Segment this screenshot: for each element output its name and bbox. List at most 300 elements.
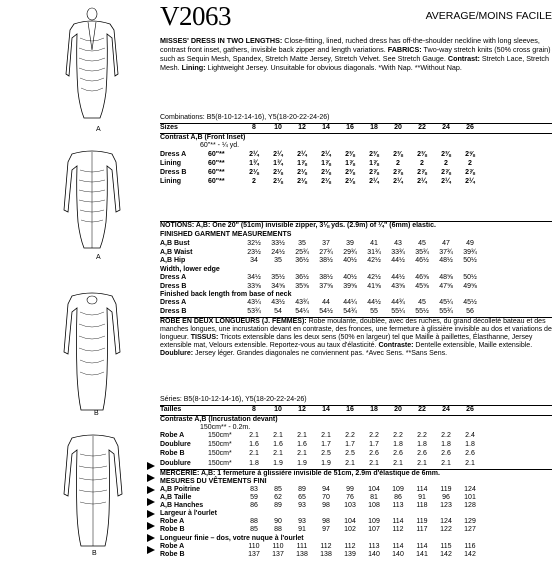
english-yardage-cell: 2 <box>252 178 256 185</box>
english-yardage-cell: 2⅛ <box>321 178 331 185</box>
french-yardage-cell: 2.1 <box>249 432 259 439</box>
english-yardage-cell: 2⅜ <box>345 151 355 158</box>
english-measure-row-label: A,B Waist <box>160 248 193 256</box>
english-yardage-fabric-width: 60"** <box>208 160 225 167</box>
french-width-cell: 119 <box>416 518 428 525</box>
french-yardage-row <box>160 432 552 440</box>
french-yardage-cell: 2.6 <box>417 450 427 458</box>
english-yardage-cell: 2 <box>396 160 400 167</box>
english-yardage-cell: 2 <box>444 160 448 167</box>
english-width-cell: 37⅝ <box>319 282 333 290</box>
english-yardage-cell: 2¼ <box>297 151 307 158</box>
pattern-number: V2063 <box>160 1 231 31</box>
sketch-view-b-front <box>60 282 124 412</box>
english-yardage-cell: 2⅝ <box>465 151 475 158</box>
english-length-cell: 54¼ <box>295 307 309 315</box>
french-width-cell: 93 <box>298 518 306 525</box>
finished-heading-text: FINISHED GARMENT MEASUREMENTS <box>160 231 292 238</box>
french-measure-cell: 123 <box>440 502 452 509</box>
french-width-cell: 88 <box>274 526 282 534</box>
english-yardage-row <box>160 169 552 177</box>
french-measure-row-label: A,B Hanches <box>160 502 204 509</box>
contrast-heading-text: Contrast A,B (Front Inset) <box>160 134 246 141</box>
english-yardage-cell: 2⅞ <box>465 169 475 176</box>
english-length-cell: 54¾ <box>343 307 357 315</box>
french-measure-cell: 83 <box>250 486 258 493</box>
french-length-row-label: Robe A <box>160 543 185 550</box>
french-length-cell: 112 <box>320 543 332 550</box>
french-length-row <box>160 543 552 551</box>
french-length-cell: 116 <box>464 543 476 550</box>
contraste-label: Contraste: <box>378 342 414 350</box>
difficulty-level: AVERAGE/MOINS FACILE <box>425 10 552 22</box>
english-yardage-cell: 2⅜ <box>441 151 451 158</box>
english-yardage-row-label: Lining <box>160 178 181 185</box>
english-measure-cell: 47 <box>442 240 450 247</box>
english-yardage-cell: 2⅞ <box>369 169 379 176</box>
triangle-strip-icon <box>147 462 155 558</box>
english-length-cell: 43¾ <box>295 299 309 306</box>
french-measure-cell: 81 <box>370 494 378 501</box>
french-yardage-cell: 1.8 <box>441 441 451 449</box>
description-body: Close-fitting, lined, ruched dress has off-the-shoulder neckline with long sleeves, contrast front inset, gathers, invisible back zipper and length variations. <box>160 36 540 55</box>
mercerie-line <box>160 470 552 478</box>
french-yardage-cell: 1.7 <box>321 441 331 449</box>
french-yardage-cell: 2.1 <box>297 450 307 458</box>
english-yardage-cell: 2⅛ <box>273 178 283 185</box>
english-measure-cell: 27¾ <box>319 248 333 256</box>
series-line <box>160 396 552 404</box>
combinations-text: Combinations: B5(8-10-12-14-16), Y5(18-20-22-24-26) <box>160 114 330 121</box>
french-yardage-cell: 2.1 <box>345 459 355 467</box>
notions-line <box>160 222 552 230</box>
english-yardage-cell: 1¾ <box>273 160 283 167</box>
back-length-heading-text: Finished back length from base of neck <box>160 291 292 298</box>
doublure-label: Doublure: <box>160 350 194 358</box>
english-measure-cell: 33½ <box>271 240 285 247</box>
tailles-label: Tailles <box>160 406 182 413</box>
french-yardage-cell: 1.8 <box>465 441 475 449</box>
french-measure-cell: 103 <box>344 502 356 509</box>
english-measure-cell: 39¾ <box>463 248 477 256</box>
french-yardage-cell: 2.6 <box>393 450 403 458</box>
english-length-cell: 45½ <box>463 299 477 306</box>
french-measure-cell: 91 <box>418 494 426 501</box>
english-measure-cell: 24½ <box>271 248 285 256</box>
french-length-cell: 140 <box>392 551 404 559</box>
english-length-row-label: Dress A <box>160 299 187 306</box>
french-yardage-row <box>160 450 552 458</box>
french-measure-cell: 76 <box>346 494 354 501</box>
french-width-cell: 97 <box>322 526 330 534</box>
english-length-cell: 43½ <box>271 299 285 306</box>
french-yardage-row-label: Doublure <box>160 441 191 449</box>
tissus-label: TISSUS: <box>190 334 219 342</box>
french-yardage-cell: 2.2 <box>417 432 427 439</box>
lining-text: Lightweight Jersey. Unsuitable for obvious diagonals. *With Nap. **Without Nap. <box>205 63 462 73</box>
french-length-cell: 142 <box>440 551 452 559</box>
english-width-cell: 48⅝ <box>439 274 453 281</box>
english-measure-cell: 36½ <box>295 257 309 265</box>
english-length-cell: 55 <box>370 307 378 315</box>
width-heading-text: Width, lower edge <box>160 266 220 273</box>
english-measure-cell: 39 <box>346 240 354 247</box>
english-measure-row-label: A,B Bust <box>160 240 190 247</box>
french-width-cell: 117 <box>416 526 428 534</box>
french-measure-cell: 59 <box>250 494 258 501</box>
french-yardage-cell: 2.1 <box>441 459 451 467</box>
french-measure-cell: 96 <box>442 494 450 501</box>
mesures-heading <box>160 478 552 486</box>
english-yardage-cell: 2⅜ <box>417 151 427 158</box>
french-width-row <box>160 526 552 534</box>
english-yardage-cell: 2 <box>468 160 472 167</box>
english-measure-row <box>160 249 552 257</box>
english-measure-cell: 45 <box>418 240 426 247</box>
french-yardage-fabric-width: 150cm* <box>208 450 232 458</box>
size-cell: 16 <box>346 124 354 131</box>
french-length-cell: 137 <box>248 551 260 559</box>
english-measure-cell: 33¾ <box>391 248 405 256</box>
english-width-cell: 39⅝ <box>343 282 357 290</box>
french-width-cell: 112 <box>392 526 404 534</box>
french-measure-cell: 85 <box>274 486 282 493</box>
english-width-cell: 40½ <box>343 274 357 281</box>
french-yardage-cell: 2.5 <box>345 450 355 458</box>
french-yardage-cell: 2.1 <box>369 459 379 467</box>
taille-cell: 24 <box>442 406 450 413</box>
english-yardage-cell: 2 <box>420 160 424 167</box>
french-width-row <box>160 518 552 526</box>
taille-cell: 20 <box>394 406 402 413</box>
french-yardage-cell: 2.1 <box>249 450 259 458</box>
english-yardage-fabric-width: 60"** <box>208 178 225 185</box>
french-measure-row <box>160 502 552 510</box>
english-measure-cell: 35 <box>274 257 282 265</box>
english-yardage-cell: 2¼ <box>417 178 427 185</box>
english-length-cell: 56 <box>466 307 474 315</box>
taille-cell: 14 <box>322 406 330 413</box>
french-width-row-label: Robe B <box>160 526 185 534</box>
french-length-cell: 114 <box>392 543 404 550</box>
french-measure-row <box>160 494 552 502</box>
french-length-cell: 138 <box>320 551 332 559</box>
french-yardage-cell: 1.8 <box>393 441 403 449</box>
french-yardage-cell: 2.2 <box>369 432 379 439</box>
french-width-cell: 90 <box>274 518 282 525</box>
size-cell: 26 <box>466 124 474 131</box>
french-yardage-cell: 2.6 <box>369 450 379 458</box>
english-yardage-cell: 2¼ <box>321 151 331 158</box>
english-measure-cell: 32½ <box>247 240 261 247</box>
english-measure-cell: 43 <box>394 240 402 247</box>
taille-cell: 10 <box>274 406 282 413</box>
lining-label: Lining: <box>181 63 206 73</box>
english-length-cell: 53¾ <box>247 307 261 315</box>
english-yardage-cell: 2¼ <box>369 178 379 185</box>
size-cell: 8 <box>252 124 256 131</box>
french-yardage-cell: 2.6 <box>441 450 451 458</box>
french-width-cell: 88 <box>250 518 258 525</box>
french-yardage-row-label: Robe B <box>160 450 185 458</box>
english-measure-cell: 50½ <box>463 257 477 265</box>
english-measure-cell: 38½ <box>319 257 333 265</box>
contraste-metres-text: 150cm** - 0.2m. <box>200 424 251 431</box>
french-description <box>160 318 552 358</box>
french-yardage-row-label: Robe A <box>160 432 185 439</box>
english-width-cell: 44½ <box>391 274 405 281</box>
french-yardage-cell: 1.6 <box>273 441 283 449</box>
view-label-a2: A <box>96 254 101 261</box>
french-yardage-cell: 1.9 <box>321 459 331 467</box>
mesures-heading-text: MESURES DU VÊTEMENTS FINI <box>160 478 267 485</box>
french-width-cell: 127 <box>464 526 476 534</box>
french-measure-cell: 118 <box>416 502 428 509</box>
contrast-yardage-text: 60"** - ¼ yd. <box>200 142 240 149</box>
largeur-heading <box>160 510 552 518</box>
english-yardage-cell: 2⅛ <box>297 178 307 185</box>
french-length-cell: 114 <box>416 543 428 550</box>
longueur-heading <box>160 535 552 543</box>
french-measure-cell: 62 <box>274 494 282 501</box>
taille-cell: 18 <box>370 406 378 413</box>
french-measure-cell: 70 <box>322 494 330 501</box>
english-measure-cell: 29¾ <box>343 248 357 256</box>
french-length-cell: 141 <box>416 551 428 559</box>
french-length-cell: 140 <box>368 551 380 559</box>
combinations-line <box>160 114 552 122</box>
english-measure-cell: 23½ <box>247 248 261 256</box>
french-width-cell: 124 <box>440 518 452 525</box>
taille-cell: 22 <box>418 406 426 413</box>
french-width-cell: 104 <box>344 518 356 525</box>
french-measure-row-label: A,B Poitrine <box>160 486 201 493</box>
contraste-heading <box>160 416 552 424</box>
doublure-text: Jersey léger. Grandes diagonales ne conviennent pas. *Avec Sens. **Sans Sens. <box>193 350 448 358</box>
french-measure-cell: 94 <box>322 486 330 493</box>
notions-text: NOTIONS: A,B: One 20" (51cm) invisible zipper, 3⅛ yds. (2.9m) of ¼" (6mm) elastic. <box>160 222 436 229</box>
french-yardage-cell: 1.7 <box>369 441 379 449</box>
english-yardage-cell: 2⅛ <box>249 169 259 176</box>
english-description <box>160 36 552 72</box>
french-yardage-cell: 2.1 <box>273 432 283 439</box>
french-measure-cell: 108 <box>368 502 380 509</box>
french-yardage-cell: 1.6 <box>249 441 259 449</box>
english-width-row-label: Dress B <box>160 282 187 290</box>
french-yardage-row <box>160 441 552 449</box>
english-measure-cell: 35 <box>298 240 306 247</box>
size-cell: 18 <box>370 124 378 131</box>
english-yardage-row-label: Lining <box>160 160 181 167</box>
french-length-cell: 115 <box>440 543 452 550</box>
english-yardage-cell: 1⅞ <box>297 160 307 167</box>
english-yardage-cell: 2⅞ <box>417 169 427 176</box>
english-yardage-cell: 2⅞ <box>393 169 403 176</box>
english-yardage-cell: 1⅞ <box>345 160 355 167</box>
french-yardage-cell: 2.2 <box>345 432 355 439</box>
contraste-text: Dentelle extensible, Maille extensible. <box>413 342 533 350</box>
english-yardage-row <box>160 151 552 159</box>
finished-heading <box>160 231 552 239</box>
french-width-cell: 98 <box>322 518 330 525</box>
french-yardage-cell: 1.6 <box>297 441 307 449</box>
size-cell: 22 <box>418 124 426 131</box>
back-length-heading <box>160 291 552 299</box>
contrast-text: Stretch Lace, Stretch Mesh. <box>160 54 549 73</box>
french-yardage-cell: 2.1 <box>273 450 283 458</box>
french-width-row-label: Robe A <box>160 518 185 525</box>
english-length-cell: 44 <box>322 299 330 306</box>
english-yardage-cell: 2⅛ <box>297 169 307 176</box>
garment-sketches <box>0 0 160 560</box>
english-measure-cell: 41 <box>370 240 378 247</box>
english-measure-cell: 37 <box>322 240 330 247</box>
french-yardage-cell: 2.1 <box>393 459 403 467</box>
sketch-view-a-back <box>60 140 124 252</box>
french-yardage-fabric-width: 150cm* <box>208 459 232 467</box>
english-length-cell: 55½ <box>415 307 429 315</box>
english-measure-cell: 40½ <box>343 257 357 265</box>
french-width-cell: 85 <box>250 526 258 534</box>
french-yardage-cell: 2.2 <box>393 432 403 439</box>
english-yardage-row-label: Dress B <box>160 169 187 176</box>
english-yardage-cell: 2⅜ <box>345 169 355 176</box>
french-length-cell: 111 <box>296 543 308 550</box>
tissus-text: Tricots extensible dans les deux sens (50% en largeur) tel que Maille à paillettes, Élasthanne, Jersey extensible mat, Velours extensible. Reportez-vous au taux d'élasticité. <box>160 334 533 350</box>
english-width-cell: 36½ <box>295 274 309 281</box>
english-measure-row <box>160 257 552 265</box>
english-measure-cell: 49 <box>466 240 474 247</box>
french-measure-cell: 65 <box>298 494 306 501</box>
view-label-a1: A <box>96 126 101 133</box>
french-yardage-row-label: Doublure <box>160 459 191 467</box>
english-measure-cell: 34 <box>250 257 258 265</box>
english-length-cell: 44½ <box>367 299 381 306</box>
english-measure-cell: 31¾ <box>367 248 381 256</box>
english-length-cell: 44¼ <box>343 299 357 306</box>
french-width-cell: 109 <box>368 518 380 525</box>
english-yardage-cell: 2¼ <box>393 178 403 185</box>
size-cell: 10 <box>274 124 282 131</box>
size-cell: 12 <box>298 124 306 131</box>
series-text: Séries: B5(8-10-12-14-16), Y5(18-20-22-24-26) <box>160 396 307 403</box>
english-width-cell: 46⅝ <box>415 274 429 281</box>
french-measure-row-label: A,B Taille <box>160 494 192 501</box>
sketch-view-a-front <box>60 4 124 122</box>
french-yardage-cell: 1.7 <box>345 441 355 449</box>
french-measure-cell: 86 <box>394 494 402 501</box>
english-length-cell: 55¾ <box>439 307 453 315</box>
french-length-cell: 112 <box>344 543 356 550</box>
size-cell: 14 <box>322 124 330 131</box>
english-width-cell: 35⅝ <box>295 282 309 290</box>
contraste-heading-text: Contraste A,B (Incrustation devant) <box>160 416 278 423</box>
english-width-cell: 34½ <box>247 274 261 281</box>
english-measure-cell: 46½ <box>415 257 429 265</box>
english-width-cell: 35½ <box>271 274 285 281</box>
english-width-cell: 33⅝ <box>247 282 261 290</box>
french-measure-cell: 86 <box>250 502 258 509</box>
french-yardage-cell: 1.8 <box>417 441 427 449</box>
size-cell: 24 <box>442 124 450 131</box>
french-yardage-cell: 2.1 <box>465 459 475 467</box>
french-yardage-cell: 1.9 <box>273 459 283 467</box>
french-title: ROBE EN DEUX LONGUEURS (J. FEMMES): <box>160 318 307 325</box>
taille-cell: 26 <box>466 406 474 413</box>
english-yardage-cell: 2¼ <box>441 178 451 185</box>
english-length-cell: 54½ <box>319 307 333 315</box>
english-width-row <box>160 283 552 291</box>
french-width-cell: 129 <box>464 518 476 525</box>
french-measure-cell: 104 <box>368 486 380 493</box>
french-width-cell: 114 <box>392 518 404 525</box>
french-yardage-fabric-width: 150cm* <box>208 441 232 449</box>
english-width-row-label: Dress A <box>160 274 187 281</box>
french-length-cell: 137 <box>272 551 284 559</box>
french-yardage-cell: 2.1 <box>417 459 427 467</box>
french-yardage-cell: 2.1 <box>321 432 331 439</box>
english-measure-cell: 48½ <box>439 257 453 265</box>
view-label-b2: B <box>92 550 97 557</box>
french-measure-cell: 98 <box>322 502 330 509</box>
english-width-cell: 43⅝ <box>391 282 405 290</box>
english-measure-cell: 37¾ <box>439 248 453 256</box>
french-length-cell: 139 <box>344 551 356 559</box>
french-yardage-cell: 2.4 <box>465 432 475 439</box>
french-measure-cell: 109 <box>392 486 404 493</box>
french-measure-cell: 114 <box>416 486 428 493</box>
english-width-cell: 49⅝ <box>463 282 477 290</box>
french-measure-cell: 113 <box>392 502 404 509</box>
english-yardage-cell: 2⅞ <box>441 169 451 176</box>
english-width-cell: 47⅝ <box>439 282 453 290</box>
french-measure-cell: 89 <box>274 502 282 509</box>
english-length-row <box>160 308 552 316</box>
taille-cell: 16 <box>346 406 354 413</box>
french-measure-cell: 89 <box>298 486 306 493</box>
english-measure-cell: 35¾ <box>415 248 429 256</box>
english-yardage-row <box>160 178 552 186</box>
english-width-cell: 41⅝ <box>367 282 381 290</box>
english-width-row <box>160 274 552 282</box>
english-yardage-cell: 2⅜ <box>369 151 379 158</box>
french-length-cell: 110 <box>272 543 284 550</box>
french-yardage-cell: 2.2 <box>441 432 451 439</box>
english-length-cell: 55¼ <box>391 307 405 315</box>
contrast-label: Contrast: <box>447 54 480 64</box>
french-length-cell: 113 <box>368 543 380 550</box>
width-heading <box>160 266 552 274</box>
english-width-cell: 42½ <box>367 274 381 281</box>
taille-cell: 12 <box>298 406 306 413</box>
english-length-cell: 45¼ <box>439 299 453 306</box>
pattern-info <box>160 0 552 560</box>
french-yardage-row <box>160 460 552 468</box>
french-measure-cell: 119 <box>440 486 452 493</box>
french-width-cell: 107 <box>368 526 380 534</box>
french-measure-cell: 93 <box>298 502 306 509</box>
mercerie-text: MERCERIE: A,B: 1 fermeture à glissière invisible de 51cm, 2.9m d'élastique de 6mm. <box>160 470 440 477</box>
french-sizes-header <box>160 406 552 414</box>
english-yardage-cell: 2⅜ <box>393 151 403 158</box>
french-measure-cell: 101 <box>464 494 476 501</box>
english-yardage-fabric-width: 60"** <box>208 151 225 158</box>
english-yardage-cell: 2⅛ <box>345 178 355 185</box>
description-title: MISSES' DRESS IN TWO LENGTHS: <box>160 36 283 45</box>
size-cell: 20 <box>394 124 402 131</box>
longueur-heading-text: Longueur finie – dos, votre nuque à l'ourlet <box>160 535 304 542</box>
english-yardage-cell: 2⅛ <box>273 169 283 176</box>
